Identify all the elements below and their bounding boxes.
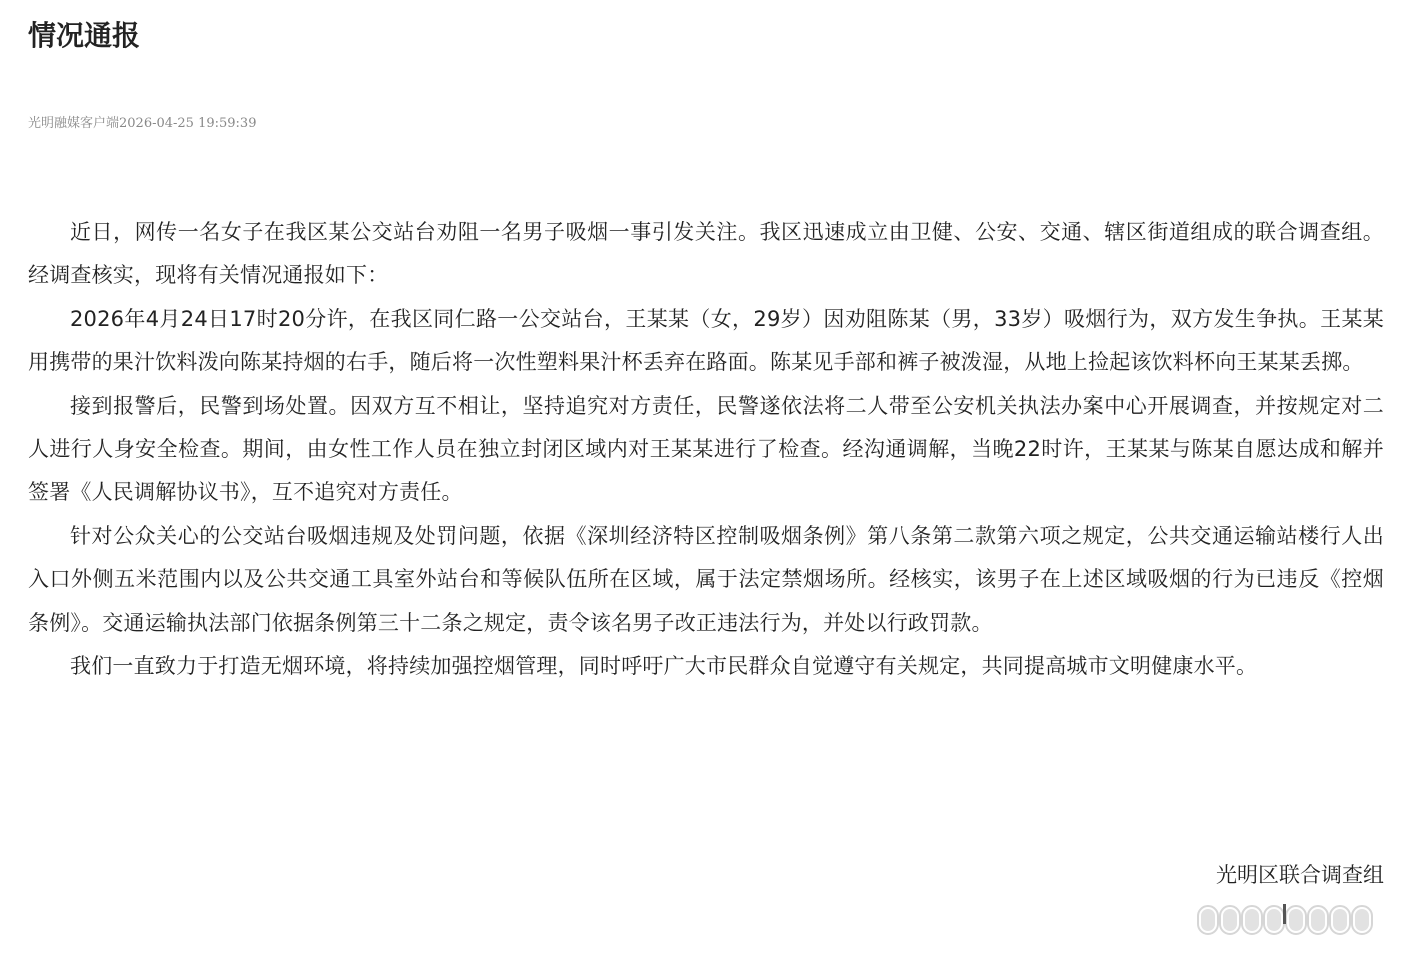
paragraph: 2026年4月24日17时20分许，在我区同仁路一公交站台，王某某（女，29岁）因劝阻陈某（男，33岁）吸烟行为，双方发生争执。王某某用携带的果汁饮料泼向陈某持烟的右手，随后将一次性塑料果汁杯丢弃在路面。陈某见手部和裤子被泼湿，从地上捡起该饮料杯向王某某丢掷。 — [28, 306, 1384, 375]
weibo-watermark-icon — [1196, 902, 1392, 938]
source-time: 光明融媒客户端2026-04-25 19:59:39 — [28, 116, 257, 131]
signature: 光明区联合调查组 — [1216, 863, 1384, 887]
paragraph: 近日，网传一名女子在我区某公交站台劝阻一名男子吸烟一事引发关注。我区迅速成立由卫健、公安、交通、辖区街道组成的联合调查组。经调查核实，现将有关情况通报如下： — [28, 220, 1384, 288]
paragraph: 接到报警后，民警到场处置。因双方互不相让，坚持追究对方责任，民警遂依法将二人带至公安机关执法办案中心开展调查，并按规定对二人进行人身安全检查。期间，由女性工作人员在独立封闭区域内对王某某进行了检查。经沟通调解，当晚22时许，王某某与陈某自愿达成和解并签署《人民调解协议书》，互不追究对方责任。 — [28, 393, 1384, 505]
article-title: 情况通报 — [28, 19, 141, 52]
paragraph: 我们一直致力于打造无烟环境，将持续加强控烟管理，同时呼吁广大市民群众自觉遵守有关规定，共同提高城市文明健康水平。 — [70, 654, 1258, 679]
article-body — [28, 211, 1384, 688]
paragraph: 针对公众关心的公交站台吸烟违规及处罚问题，依据《深圳经济特区控制吸烟条例》第八条第二款第六项之规定，公共交通运输站楼行人出入口外侧五米范围内以及公共交通工具室外站台和等候队伍所在区域，属于法定禁烟场所。经核实，该男子在上述区域吸烟的行为已违反《控烟条例》。交通运输执法部门依据条例第三十二条之规定，责令该名男子改正违法行为，并处以行政罚款。 — [28, 523, 1384, 635]
